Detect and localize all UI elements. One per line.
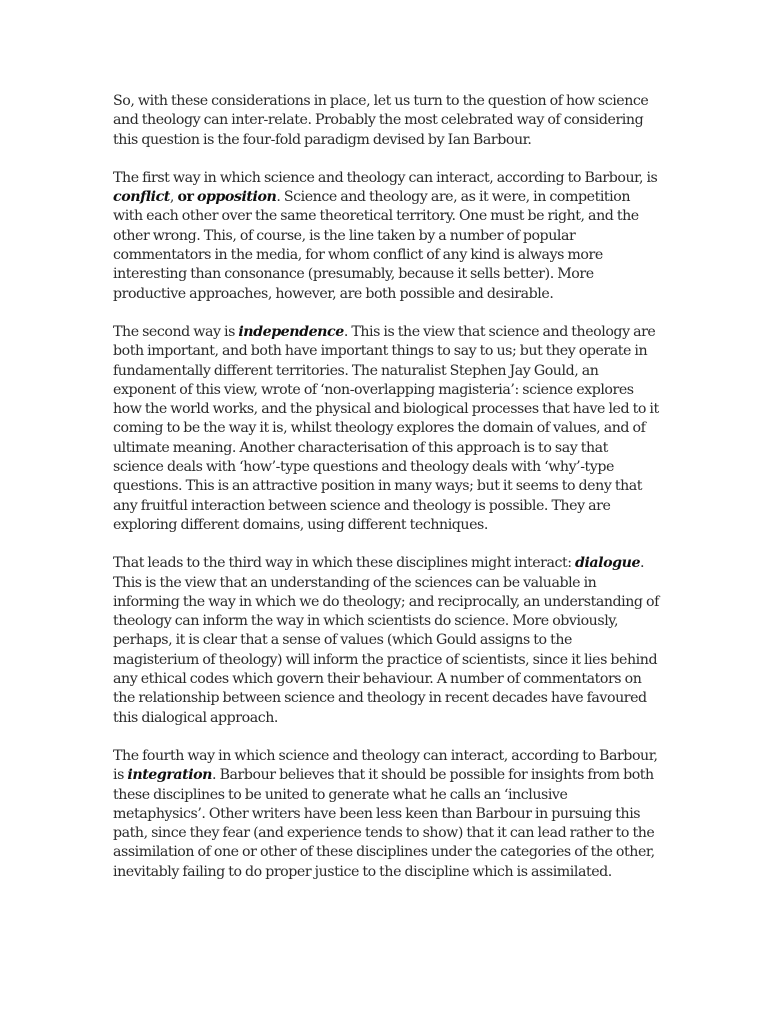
paragraph-text: The first way in which science and theology can interact, according to Barbour, is — [113, 169, 658, 186]
paragraph-text: That leads to the third way in which these disciplines might interact: — [113, 555, 576, 572]
paragraph — [113, 747, 661, 882]
bold-conjunction: or — [177, 189, 194, 206]
emphasized-term: opposition — [196, 189, 277, 206]
paragraph — [113, 92, 661, 150]
paragraph-text: . This is the view that an understanding of the sciences can be valuable in informing the way in which we do theology; and reciprocally, an understanding of theology can inform the way in which scientists do science. More obviously, perhaps, it is clear that a sense of values (which Gould assigns to the magisterium of theology) will inform the practice of scientists, since it lies behind any ethical codes which govern their behaviour. A number of commentators on the relationship between science and theology in recent decades have favoured this dialogical approach. — [113, 555, 659, 726]
document-body — [113, 92, 661, 901]
paragraph-text: . Science and theology are, as it were, in competition with each other over the same theoretical territory. One must be right, and the other wrong. This, of course, is the line taken by a number of popular commentators in the media, for whom conflict of any kind is always more interesting than consonance (presumably, because it sells better). More productive approaches, however, are both possible and desirable. — [113, 189, 639, 302]
paragraph-text: , — [169, 189, 178, 206]
emphasized-term: independence — [238, 323, 344, 340]
paragraph — [113, 169, 661, 304]
paragraph — [113, 554, 661, 728]
emphasized-term: dialogue — [575, 555, 641, 572]
paragraph-text: The fourth way in which science and theology can interact, according to Barbour, is — [113, 747, 658, 784]
emphasized-term: conflict — [113, 189, 170, 206]
paragraph-text: . Barbour believes that it should be possible for insights from both these disciplines to be united to generate what he calls an ‘inclusive metaphysics’. Other writers have been less keen than Barbour in pursuing this path, since they fear (and experience tends to show) that it can lead rather to the assimilation of one or other of these disciplines under the categories of the other, inevitably failing to do proper justice to the discipline which is assimilated. — [113, 767, 655, 880]
paragraph-text: So, with these considerations in place, let us turn to the question of how science and theology can inter-relate. Probably the most celebrated way of considering this question is the four-fold paradigm devised by Ian Barbour. — [113, 93, 649, 148]
emphasized-term: integration — [127, 767, 213, 784]
paragraph-text: . This is the view that science and theology are both important, and both have important things to say to us; but they operate in fundamentally different territories. The naturalist Stephen Jay Gould, an exponent of this view, wrote of ‘non-overlapping magisteria’: science explores how the world works, and the physical and biological processes that have led to it coming to be the way it is, whilst theology explores the domain of values, and of ultimate meaning. Another characterisation of this approach is to say that science deals with ‘how’-type questions and theology deals with ‘why’-type questions. This is an attractive position in many ways; but it seems to deny that any fruitful interaction between science and theology is possible. They are exploring different domains, using different techniques. — [113, 323, 659, 533]
paragraph — [113, 323, 661, 535]
paragraph-text: The second way is — [113, 323, 239, 340]
